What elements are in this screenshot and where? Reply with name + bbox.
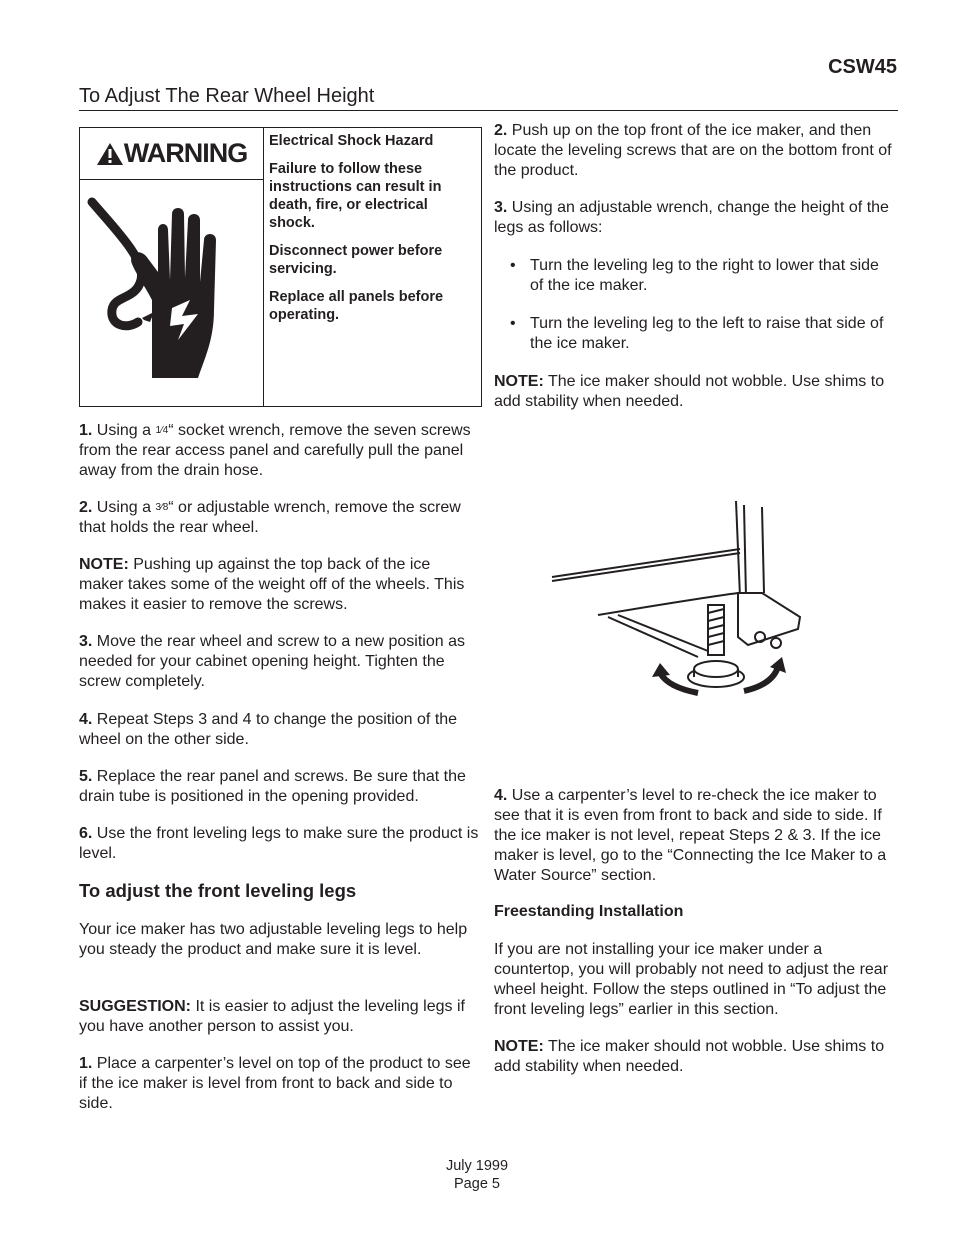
right-step-4-text: Use a carpenter’s level to re-check the ice maker to see that it is even from front to back and side to side. If the ice maker is not level, repeat Steps 2 & 3. If the ice maker is level, go to the “Connecting the Ice Maker to a Water Source” section. xyxy=(494,787,887,884)
right-note-1-label: NOTE: xyxy=(494,373,544,390)
section-title: To Adjust The Rear Wheel Height xyxy=(79,85,375,107)
front-legs-subheading: To adjust the front leveling legs xyxy=(79,880,357,901)
step-2-paragraph xyxy=(79,498,479,538)
right-step-2-number: 2. xyxy=(494,122,508,139)
warning-line-2: Disconnect power before servicing. xyxy=(269,243,443,277)
freestanding-paragraph: If you are not installing your ice maker under a countertop, you will probably not need to adjust the rear wheel height. Follow the steps outlined in “To adjust the front leveling legs” earlier in this section. xyxy=(494,941,889,1018)
suggestion-paragraph xyxy=(79,997,479,1037)
step-4-paragraph xyxy=(79,710,479,750)
step-2-number: 2. xyxy=(79,499,93,516)
right-note-2-paragraph xyxy=(494,1037,894,1077)
step-5-paragraph xyxy=(79,767,479,807)
warning-symbol-panel xyxy=(80,128,264,406)
right-step-3-paragraph xyxy=(494,198,894,238)
step-5-text: Replace the rear panel and screws. Be sure that the drain tube is positioned in the opening provided. xyxy=(79,768,466,805)
electric-shock-hand-icon xyxy=(86,190,258,400)
intro-paragraph: Your ice maker has two adjustable leveling legs to help you steady the product and make sure it is level. xyxy=(79,921,468,958)
right-step-3-text: Using an adjustable wrench, change the height of the legs as follows: xyxy=(494,199,889,236)
note-label: NOTE: xyxy=(79,556,129,573)
warning-triangle-icon xyxy=(96,142,124,166)
right-step-2-paragraph xyxy=(494,121,894,181)
footer-page: Page 5 xyxy=(454,1176,500,1192)
step-2-pre: Using a xyxy=(92,499,156,516)
right-note-2-text: The ice maker should not wobble. Use shims to add stability when needed. xyxy=(494,1038,885,1075)
step-4-text: Repeat Steps 3 and 4 to change the position of the wheel on the other side. xyxy=(79,711,458,748)
step-4-number: 4. xyxy=(79,711,93,728)
step-1-pre: Using a xyxy=(92,422,156,439)
step-3-text: Move the rear wheel and screw to a new position as needed for your cabinet opening height. Tighten the screw completely. xyxy=(79,633,465,690)
footer-date: July 1999 xyxy=(445,1158,509,1174)
front-step-1-number: 1. xyxy=(79,1055,93,1072)
step-3-number: 3. xyxy=(79,633,93,650)
step-6-number: 6. xyxy=(79,825,93,842)
warning-hazard: Electrical Shock Hazard xyxy=(269,133,434,149)
step-1-text: “ socket wrench, remove the seven screws from the rear access panel and carefully pull the panel away from the drain hose. xyxy=(79,422,471,479)
header-rule xyxy=(79,110,898,111)
bullet-1-dot: • xyxy=(510,257,516,274)
right-note-1-paragraph xyxy=(494,372,894,412)
step-1-number: 1. xyxy=(79,422,93,439)
model-number: CSW45 xyxy=(828,56,897,78)
step-6-paragraph xyxy=(79,824,479,864)
warning-header xyxy=(80,128,263,180)
step-2-text: “ or adjustable wrench, remove the screw that holds the rear wheel. xyxy=(79,499,461,536)
right-note-2-label: NOTE: xyxy=(494,1038,544,1055)
step-1-paragraph xyxy=(79,421,479,481)
bullet-2-dot: • xyxy=(510,315,516,332)
suggestion-label: SUGGESTION: xyxy=(79,998,192,1015)
step-5-number: 5. xyxy=(79,768,93,785)
step-3-paragraph xyxy=(79,632,479,692)
leveling-leg-illustration xyxy=(548,497,808,707)
right-note-1-text: The ice maker should not wobble. Use shims to add stability when needed. xyxy=(494,373,885,410)
right-step-4-paragraph xyxy=(494,786,894,886)
front-step-1-text: Place a carpenter’s level on top of the product to see if the ice maker is level from front to back and side to side. xyxy=(79,1055,471,1112)
right-step-4-number: 4. xyxy=(494,787,508,804)
bullet-item-1 xyxy=(494,256,894,296)
freestanding-heading: Freestanding Installation xyxy=(494,903,684,920)
right-step-2-text: Push up on the top front of the ice maker, and then locate the leveling screws that are on the bottom front of the product. xyxy=(494,122,892,179)
step-2-fraction: 3⁄8 xyxy=(155,502,169,513)
warning-line-1: Failure to follow these instructions can result in death, fire, or electrical shock. xyxy=(269,161,442,231)
warning-line-3: Replace all panels before operating. xyxy=(269,289,444,323)
suggestion-text: It is easier to adjust the leveling legs if you have another person to assist you. xyxy=(79,998,465,1035)
warning-text xyxy=(269,132,477,334)
front-step-1-paragraph xyxy=(79,1054,479,1114)
bullet-2-text: Turn the leveling leg to the left to raise that side of the ice maker. xyxy=(530,315,884,352)
bullet-1-text: Turn the leveling leg to the right to lower that side of the ice maker. xyxy=(530,257,879,294)
step-1-fraction: 1⁄4 xyxy=(155,425,169,436)
note-paragraph xyxy=(79,555,479,615)
right-step-3-number: 3. xyxy=(494,199,508,216)
note-text: Pushing up against the top back of the ice maker takes some of the weight off of the wheels. This makes it easier to remove the screws. xyxy=(79,556,465,613)
bullet-item-2 xyxy=(494,314,894,354)
step-6-text: Use the front leveling legs to make sure the product is level. xyxy=(79,825,479,862)
warning-label: WARNING xyxy=(123,138,248,168)
warning-box xyxy=(79,127,482,407)
